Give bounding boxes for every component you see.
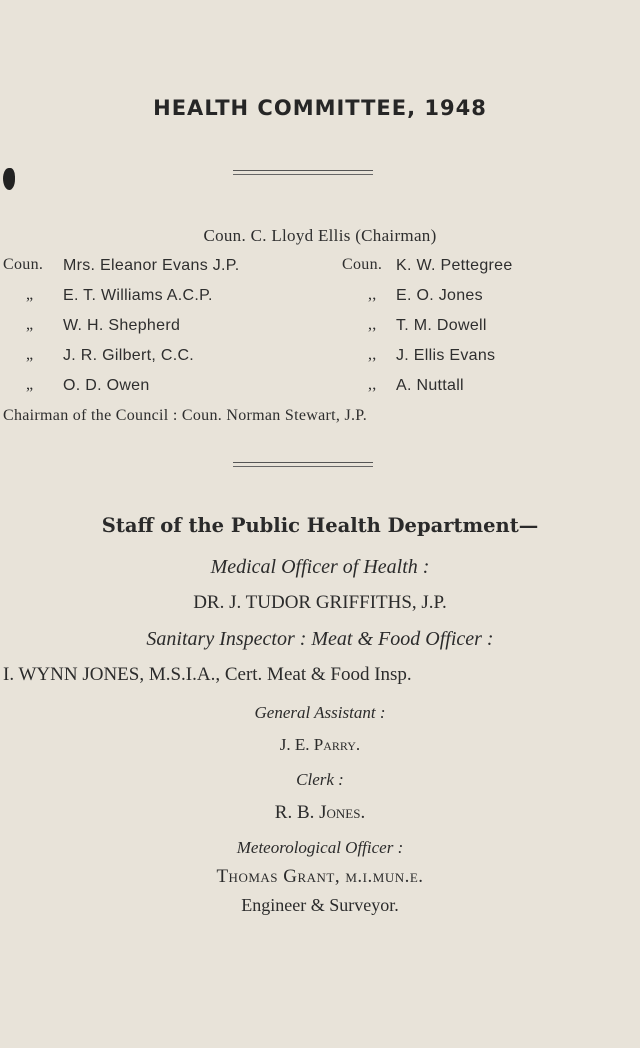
meteorological-officer-label: Meteorological Officer : — [236, 838, 404, 857]
right-ditto: ,, — [368, 316, 377, 333]
divider-middle-2 — [233, 466, 373, 467]
divider-middle — [233, 462, 373, 463]
divider-top — [233, 170, 373, 171]
committee-member: K. W. Pettegree — [396, 257, 513, 274]
committee-member: J. Ellis Evans — [396, 347, 496, 364]
left-ditto: „ — [26, 316, 34, 333]
clerk-label: Clerk : — [296, 770, 344, 789]
left-ditto: „ — [26, 286, 34, 303]
general-assistant-label: General Assistant : — [254, 703, 386, 722]
committee-member: A. Nuttall — [396, 377, 464, 394]
committee-member: O. D. Owen — [63, 377, 150, 394]
sanitary-inspector-name: I. WYNN JONES, M.S.I.A., Cert. Meat & Food Insp. — [3, 664, 412, 685]
divider-top-2 — [233, 174, 373, 175]
meteorological-officer-name: Thomas Grant, m.i.mun.e. — [216, 866, 424, 887]
clerk-name: R. B. Jones. — [274, 802, 366, 823]
committee-member: J. R. Gilbert, C.C. — [63, 347, 195, 364]
right-prefix: Coun. — [342, 256, 383, 273]
right-ditto: ,, — [368, 286, 377, 303]
right-ditto: ,, — [368, 346, 377, 363]
committee-member: E. T. Williams A.C.P. — [63, 287, 213, 304]
committee-chairman: Coun. C. Lloyd Ellis (Chairman) — [203, 226, 437, 245]
committee-member: T. M. Dowell — [396, 317, 487, 334]
page-title: HEALTH COMMITTEE, 1948 — [153, 96, 487, 120]
sanitary-inspector-label: Sanitary Inspector : Meat & Food Officer : — [146, 628, 494, 650]
left-ditto: „ — [26, 376, 34, 393]
committee-member: E. O. Jones — [396, 287, 483, 304]
moh-name: DR. J. TUDOR GRIFFITHS, J.P. — [193, 592, 447, 613]
left-prefix: Coun. — [3, 256, 44, 273]
committee-member: Mrs. Eleanor Evans J.P. — [63, 257, 240, 274]
staff-heading: Staff of the Public Health Department— — [101, 514, 539, 537]
left-ditto: „ — [26, 346, 34, 363]
committee-member: W. H. Shepherd — [63, 317, 181, 334]
page-mark — [3, 168, 15, 190]
general-assistant-name: J. E. Parry. — [279, 735, 361, 754]
council-chairman: Chairman of the Council : Coun. Norman Stewart, J.P. — [3, 407, 368, 424]
meteorological-officer-role: Engineer & Surveyor. — [241, 895, 399, 915]
moh-label: Medical Officer of Health : — [210, 556, 430, 578]
right-ditto: ,, — [368, 376, 377, 393]
